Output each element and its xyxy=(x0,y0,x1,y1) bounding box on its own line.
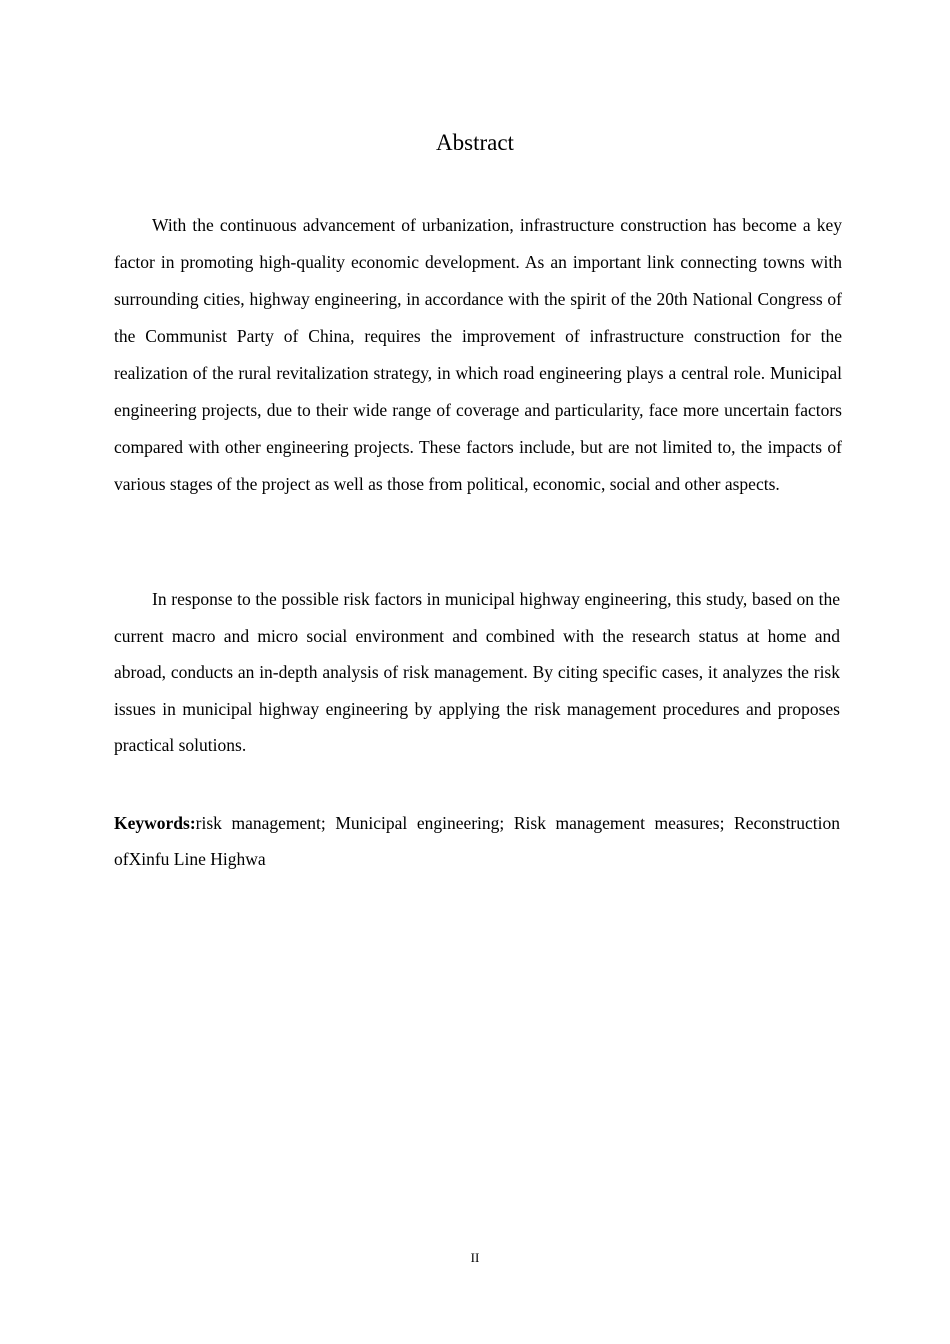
page-number: II xyxy=(470,1250,480,1265)
abstract-paragraph-1: With the continuous advancement of urbanization, infrastructure construction has become a key factor in promoting high-quality economic development. As an important link connecting towns with surrounding cities, highway engineering, in accordance with the spirit of the 20th National Congress of the Communist Party of China, requires the improvement of infrastructure construction for the realization of the rural revitalization strategy, in which road engineering plays a central role. Municipal engineering projects, due to their wide range of coverage and particularity, face more uncertain factors compared with other engineering projects. These factors include, but are not limited to, the impacts of various stages of the project as well as those from political, economic, social and other aspects. xyxy=(114,215,842,494)
abstract-paragraph-2: In response to the possible risk factors in municipal highway engineering, this study, based on the current macro and micro social environment and combined with the research status at home and abroad, conducts an in-depth analysis of risk management. By citing specific cases, it analyzes the risk issues in municipal highway engineering by applying the risk management procedures and proposes practical solutions. xyxy=(114,589,840,756)
keywords-label: Keywords: xyxy=(114,813,196,833)
keywords-line xyxy=(114,805,840,877)
keywords-text: risk management; Municipal engineering; Risk management measures; Reconstruction ofXinfu Line Highwa xyxy=(114,813,840,869)
abstract-title: Abstract xyxy=(436,130,514,155)
